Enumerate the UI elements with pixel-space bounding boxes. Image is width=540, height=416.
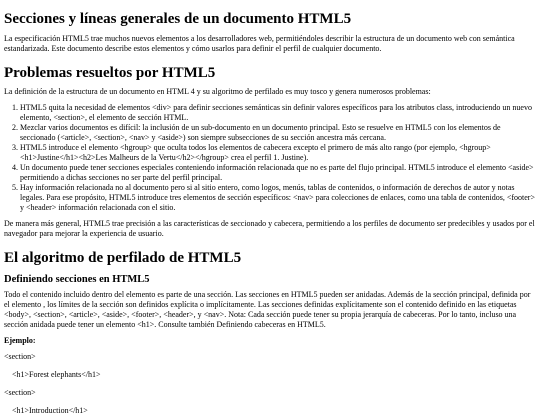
problems-lead: La definición de la estructura de un documento en HTML 4 y su algoritmo de perfilado es muy tosco y genera numerosos problemas:: [4, 87, 431, 96]
list-item: 3. HTML5 introduce el elemento <hgroup> que oculta todos los elementos de cabecera excepto el primero de más alto rango (por ejemplo, <hgroup><h1>Justine</h1><h2>Les Malheurs de la Vertu</h2></hgroup> crea el perfil 1. Justine).: [20, 143, 536, 163]
document-page: [0, 10, 540, 416]
code-line: <section>: [4, 388, 36, 397]
list-item: 2. Mezclar varios documentos es difícil: la inclusión de un sub-documento en un documento principal. Esto se resuelve en HTML5 con los elementos de seccionado (<article>, <section>, <nav> y <aside>) son siempre subsecciones de su sección ancestra más cercana.: [20, 123, 536, 143]
list-item: 4. Un documento puede tener secciones especiales conteniendo información relacionada que no es parte del flujo principal. HTML5 introduce el elemento <aside> permitiendo a dichas secciones no ser parte del perfil principal.: [20, 163, 536, 183]
problems-list: [4, 103, 536, 213]
code-line: <h1>Introduction</h1>: [12, 406, 88, 415]
algorithm-body: Todo el contenido incluido dentro del elemento es parte de una sección. Las secciones en HTML5 pueden ser anidadas. Además de la sección principal, definida por el elemento , los límites de la sección son definidos explícita o implícitamente. Las secciones definidas explícitamente son el contenido definido en las etiquetas <body>, <section>, <article>, <aside>, <footer>, <header>, y <nav>. Nota: Cada sección puede tener su propia jerarquía de cabeceras. Por lo tanto, incluso una sección anidada puede tener un elemento <h1>. Consulte también Definiendo cabeceras en HTML5.: [4, 290, 531, 329]
intro-paragraph: La especificación HTML5 trae muchos nuevos elementos a los desarrolladores web, permitiéndoles describir la estructura de un documento web con semántica estandarizada. Este documento describe estos elementos y cómo usarlos para definir el perfil de cualquier documento.: [4, 34, 515, 53]
problems-closing: De manera más general, HTML5 trae precisión a las características de seccionado y cabecera, permitiendo a los perfiles de documento ser predecibles y usados por el navegador para mejorar la experiencia de usuario.: [4, 219, 535, 238]
list-item: 1. HTML5 quita la necesidad de elementos <div> para definir secciones semánticas sin definir valores específicos para los atributos class, introduciendo un nuevo elemento, <section>, el elemento de sección HTML.: [20, 103, 536, 123]
problems-heading: Problemas resueltos por HTML5: [4, 65, 216, 81]
algorithm-subheading: Definiendo secciones en HTML5: [4, 274, 150, 285]
algorithm-heading: El algoritmo de perfilado de HTML5: [4, 250, 242, 266]
code-line: <h1>Forest elephants</h1>: [12, 370, 101, 379]
page-title: Secciones y líneas generales de un documento HTML5: [4, 11, 352, 27]
list-item: 5. Hay información relacionada no al documento pero si al sitio entero, como logos, menús, tablas de contenidos, o información de derechos de autor y notas legales. Para ese propósito, HTML5 introduce tres elementos de sección específicos: <nav> para colecciones de enlaces, como una tabla de contenidos, <footer> y <header> información relacionada con el sitio.: [20, 183, 536, 213]
example-label: Ejemplo:: [4, 336, 36, 345]
code-line: <section>: [4, 352, 36, 361]
